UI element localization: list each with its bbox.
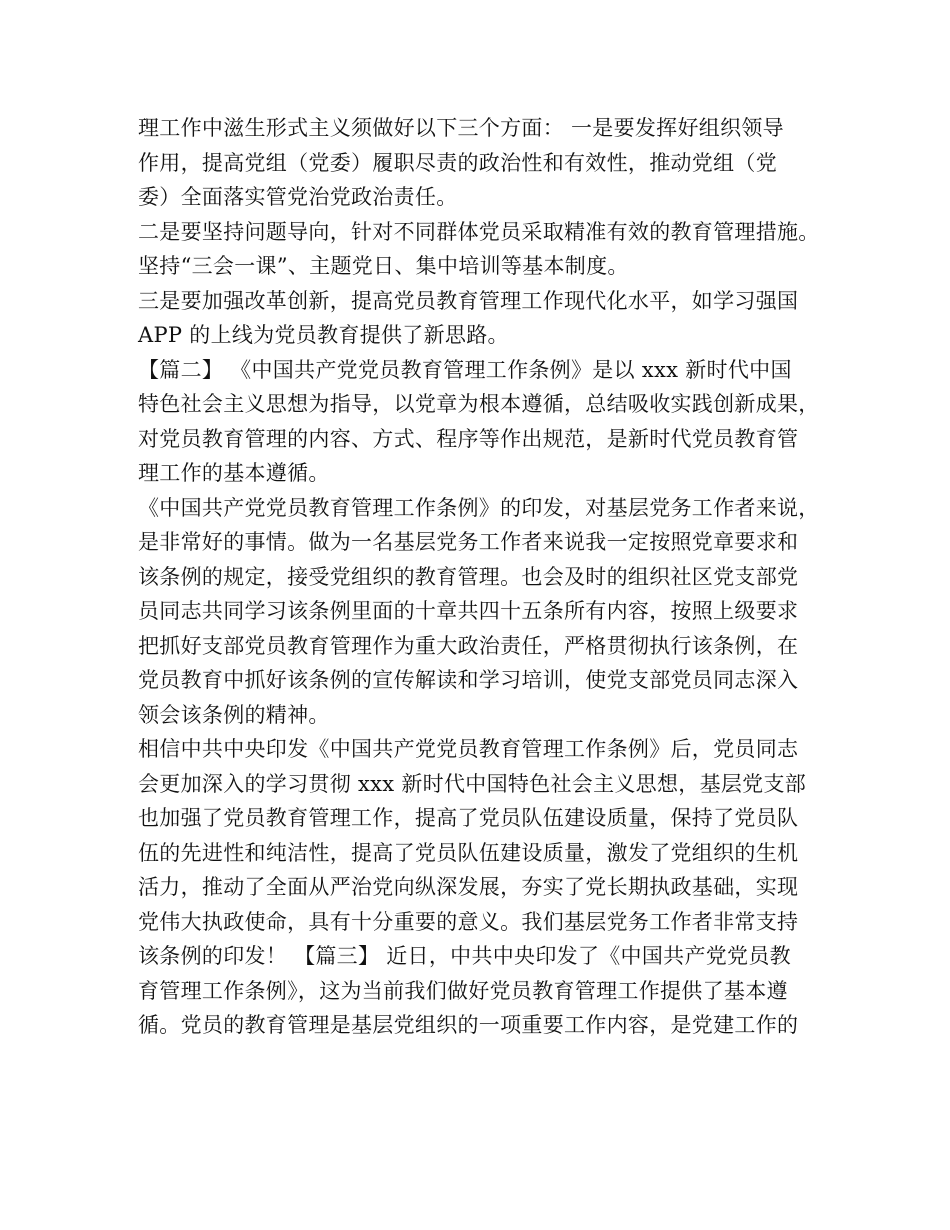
- text-line: 二是要坚持问题导向，针对不同群体党员采取精准有效的教育管理措施。: [138, 219, 820, 244]
- text-line: 【篇二】 《中国共产党党员教育管理工作条例》是以 xxx 新时代中国: [138, 357, 792, 382]
- text-line: 也加强了党员教育管理工作，提高了党员队伍建设质量，保持了党员队: [138, 806, 799, 830]
- text-line: 相信中共中央印发《中国共产党党员教育管理工作条例》后，党员同志: [138, 737, 799, 761]
- text-line: 循。党员的教育管理是基层党组织的一项重要工作内容，是党建工作的: [138, 1013, 799, 1037]
- text-line: 员同志共同学习该条例里面的十章共四十五条所有内容，按照上级要求: [138, 599, 799, 623]
- text-line: 该条例的规定，接受党组织的教育管理。也会及时的组织社区党支部党: [138, 564, 799, 589]
- text-line: 理工作的基本遵循。: [138, 461, 330, 485]
- text-line: 党伟大执政使命，具有十分重要的意义。我们基层党务工作者非常支持: [138, 909, 799, 934]
- text-line: 特色社会主义思想为指导，以党章为根本遵循，总结吸收实践创新成果，: [138, 392, 820, 416]
- text-line: 《中国共产党党员教育管理工作条例》的印发，对基层党务工作者来说，: [138, 495, 820, 520]
- text-line: 理工作中滋生形式主义须做好以下三个方面： 一是要发挥好组织领导: [138, 116, 784, 140]
- text-line: 党员教育中抓好该条例的宣传解读和学习培训，使党支部党员同志深入: [138, 668, 799, 692]
- text-line: 对党员教育管理的内容、方式、程序等作出规范，是新时代党员教育管: [138, 426, 799, 451]
- text-line: 活力，推动了全面从严治党向纵深发展，夯实了党长期执政基础，实现: [138, 875, 799, 899]
- text-line: 委）全面落实管党治党政治责任。: [138, 185, 458, 209]
- text-line: APP 的上线为党员教育提供了新思路。: [138, 323, 509, 347]
- text-line: 领会该条例的精神。: [138, 702, 330, 727]
- text-line: 把抓好支部党员教育管理作为重大政治责任，严格贯彻执行该条例，在: [138, 633, 799, 658]
- text-line: 坚持“三会一课”、主题党日、集中培训等基本制度。: [138, 254, 629, 278]
- document-body: [138, 111, 818, 1043]
- text-line: 是非常好的事情。做为一名基层党务工作者来说我一定按照党章要求和: [138, 530, 799, 554]
- text-line: 伍的先进性和纯洁性，提高了党员队伍建设质量，激发了党组织的生机: [138, 840, 799, 865]
- text-line: 育管理工作条例》，这为当前我们做好党员教育管理工作提供了基本遵: [138, 978, 788, 1003]
- text-line: 该条例的印发！ 【篇三】 近日，中共中央印发了《中国共产党党员教: [138, 944, 791, 968]
- text-line: 三是要加强改革创新，提高党员教育管理工作现代化水平，如学习强国: [138, 288, 799, 313]
- text-line: 会更加深入的学习贯彻 xxx 新时代中国特色社会主义思想，基层党支部: [138, 771, 807, 796]
- text-line: 作用，提高党组（党委）履职尽责的政治性和有效性，推动党组（党: [138, 150, 777, 175]
